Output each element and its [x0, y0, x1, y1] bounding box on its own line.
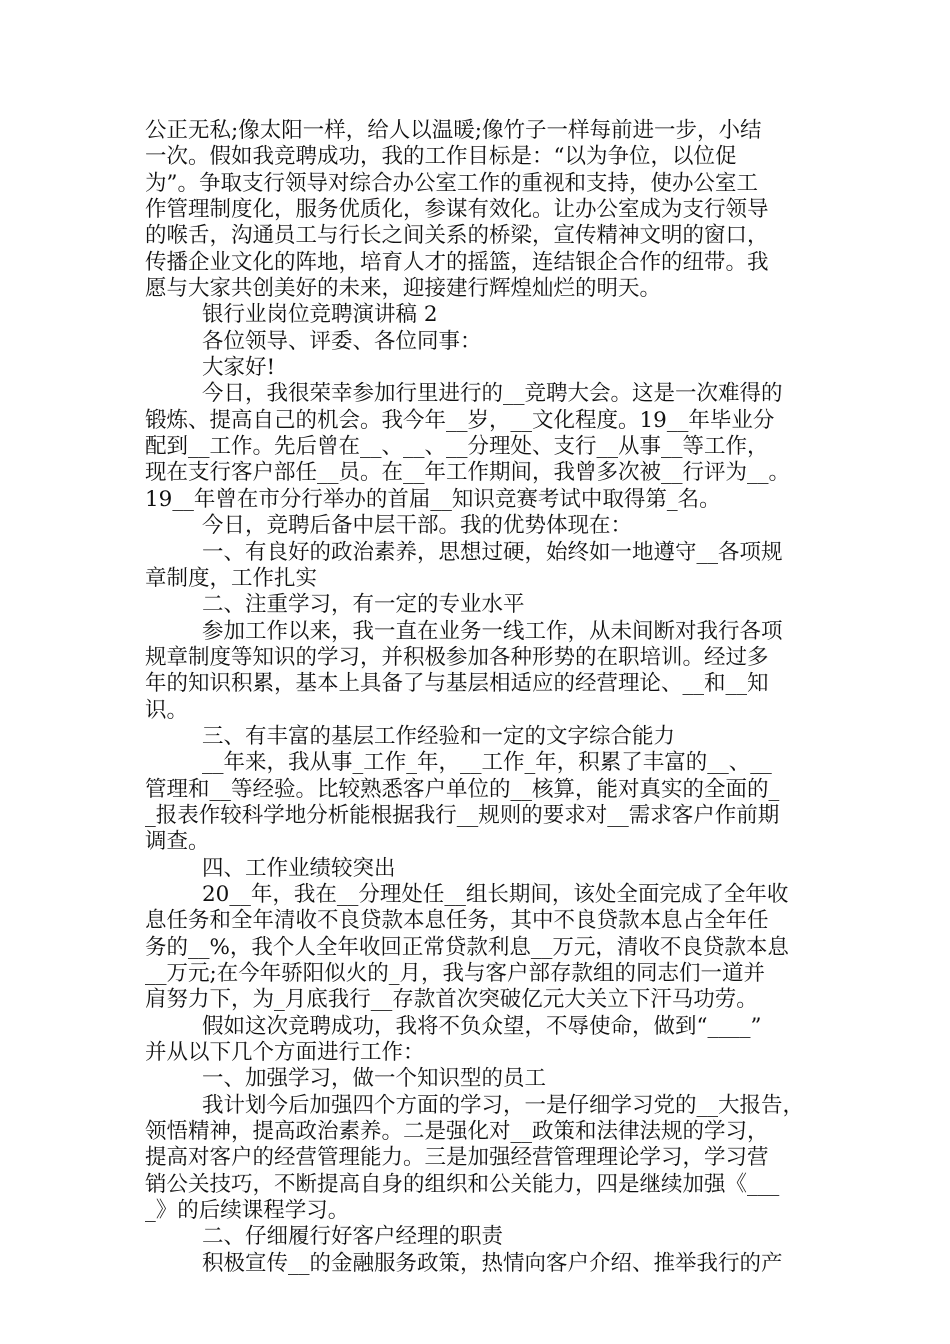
paragraph-start-line: 积极宣传__的金融服务政策，热情向客户介绍、推举我行的产	[202, 1250, 783, 1276]
paragraph-start-line: 20__年，我在__分理处任__组长期间，该处全面完成了全年收	[202, 881, 789, 907]
paragraph-start-line: 三、有丰富的基层工作经验和一定的文字综合能力	[202, 723, 676, 749]
paragraph-start-line: 一、加强学习，做一个知识型的员工	[202, 1066, 547, 1092]
text-line: 为”。争取支行领导对综合办公室工作的重视和支持，使办公室工	[145, 170, 758, 196]
paragraph-start-line: __年来，我从事_工作_年，__工作_年，积累了丰富的__、__	[202, 750, 772, 776]
text-line: 年的知识积累，基本上具备了与基层相适应的经营理论、__和__知	[145, 671, 769, 697]
paragraph-start-line: 一、有良好的政治素养，思想过硬，始终如一地遵守__各项规	[202, 539, 783, 565]
text-line: 一次。假如我竞聘成功，我的工作目标是：“以为争位，以位促	[145, 144, 737, 170]
paragraph-start-line: 大家好!	[202, 355, 276, 381]
text-line: 现在支行客户部任__员。在__年工作期间，我曾多次被__行评为__。	[145, 460, 791, 486]
text-line: _报表作较科学地分析能根据我行__规则的要求对__需求客户作前期	[145, 802, 780, 828]
paragraph-start-line: 参加工作以来，我一直在业务一线工作，从未间断对我行各项	[202, 618, 783, 644]
text-line: 提高对客户的经营管理能力。三是加强经营管理理论学习，学习营	[145, 1145, 769, 1171]
paragraph-start-line: 二、仔细履行好客户经理的职责	[202, 1224, 504, 1250]
text-line: 传播企业文化的阵地，培育人才的摇篮，连结银企合作的纽带。我	[145, 249, 769, 275]
text-line: 并从以下几个方面进行工作：	[145, 1040, 425, 1066]
text-line: 愿与大家共创美好的未来，迎接建行辉煌灿烂的明天。	[145, 276, 662, 302]
text-line: 的喉舌，沟通员工与行长之间关系的桥梁，宣传精神文明的窗口，	[145, 223, 769, 249]
text-line: 销公关技巧，不断提高自身的组织和公关能力，四是继续加强《___	[145, 1171, 780, 1197]
document-page	[145, 118, 815, 1277]
text-line: 规章制度等知识的学习，并积极参加各种形势的在职培训。经过多	[145, 644, 769, 670]
paragraph-start-line: 四、工作业绩较突出	[202, 855, 396, 881]
paragraph-start-line: 各位领导、评委、各位同事：	[202, 328, 482, 354]
text-line: 调查。	[145, 829, 210, 855]
text-line: __万元;在今年骄阳似火的_月，我与客户部存款组的同志们一道并	[145, 961, 765, 986]
paragraph-start-line: 银行业岗位竞聘演讲稿 2	[202, 302, 438, 328]
paragraph-start-line: 今日，我很荣幸参加行里进行的__竞聘大会。这是一次难得的	[202, 381, 783, 407]
paragraph-start-line: 假如这次竞聘成功，我将不负众望，不辱使命，做到“____”	[202, 1013, 762, 1039]
paragraph-start-line: 二、注重学习，有一定的专业水平	[202, 592, 525, 618]
text-line: 管理和__等经验。比较熟悉客户单位的__核算，能对真实的全面的_	[145, 776, 780, 802]
text-line: 息任务和全年清收不良贷款本息任务，其中不良贷款本息占全年任	[145, 908, 769, 934]
paragraph-start-line: 今日，竞聘后备中层干部。我的优势体现在：	[202, 513, 633, 539]
text-line: 锻炼、提高自己的机会。我今年__岁，__文化程度。19__年毕业分	[145, 407, 775, 433]
text-line: 领悟精神，提高政治素养。二是强化对__政策和法律法规的学习，	[145, 1119, 769, 1145]
text-line: _》的后续课程学习。	[145, 1198, 350, 1224]
text-line: 识。	[145, 697, 189, 723]
text-line: 19__年曾在市分行举办的首届__知识竞赛考试中取得第_名。	[145, 486, 721, 512]
paragraph-start-line: 我计划今后加强四个方面的学习，一是仔细学习党的__大报告，	[202, 1092, 805, 1118]
text-line: 配到__工作。先后曾在__、__、__分理处、支行__从事__等工作，	[145, 434, 769, 460]
text-line: 章制度，工作扎实	[145, 565, 318, 591]
text-line: 作管理制度化，服务优质化，参谋有效化。让办公室成为支行领导	[145, 197, 769, 223]
text-line: 肩努力下，为_月底我行__存款首次突破亿元大关立下汗马功劳。	[145, 987, 758, 1013]
text-line: 务的__%，我个人全年收回正常贷款利息__万元，清收不良贷款本息	[145, 934, 789, 960]
text-line: 公正无私;像太阳一样，给人以温暖;像竹子一样每前进一步，小结	[145, 118, 762, 143]
